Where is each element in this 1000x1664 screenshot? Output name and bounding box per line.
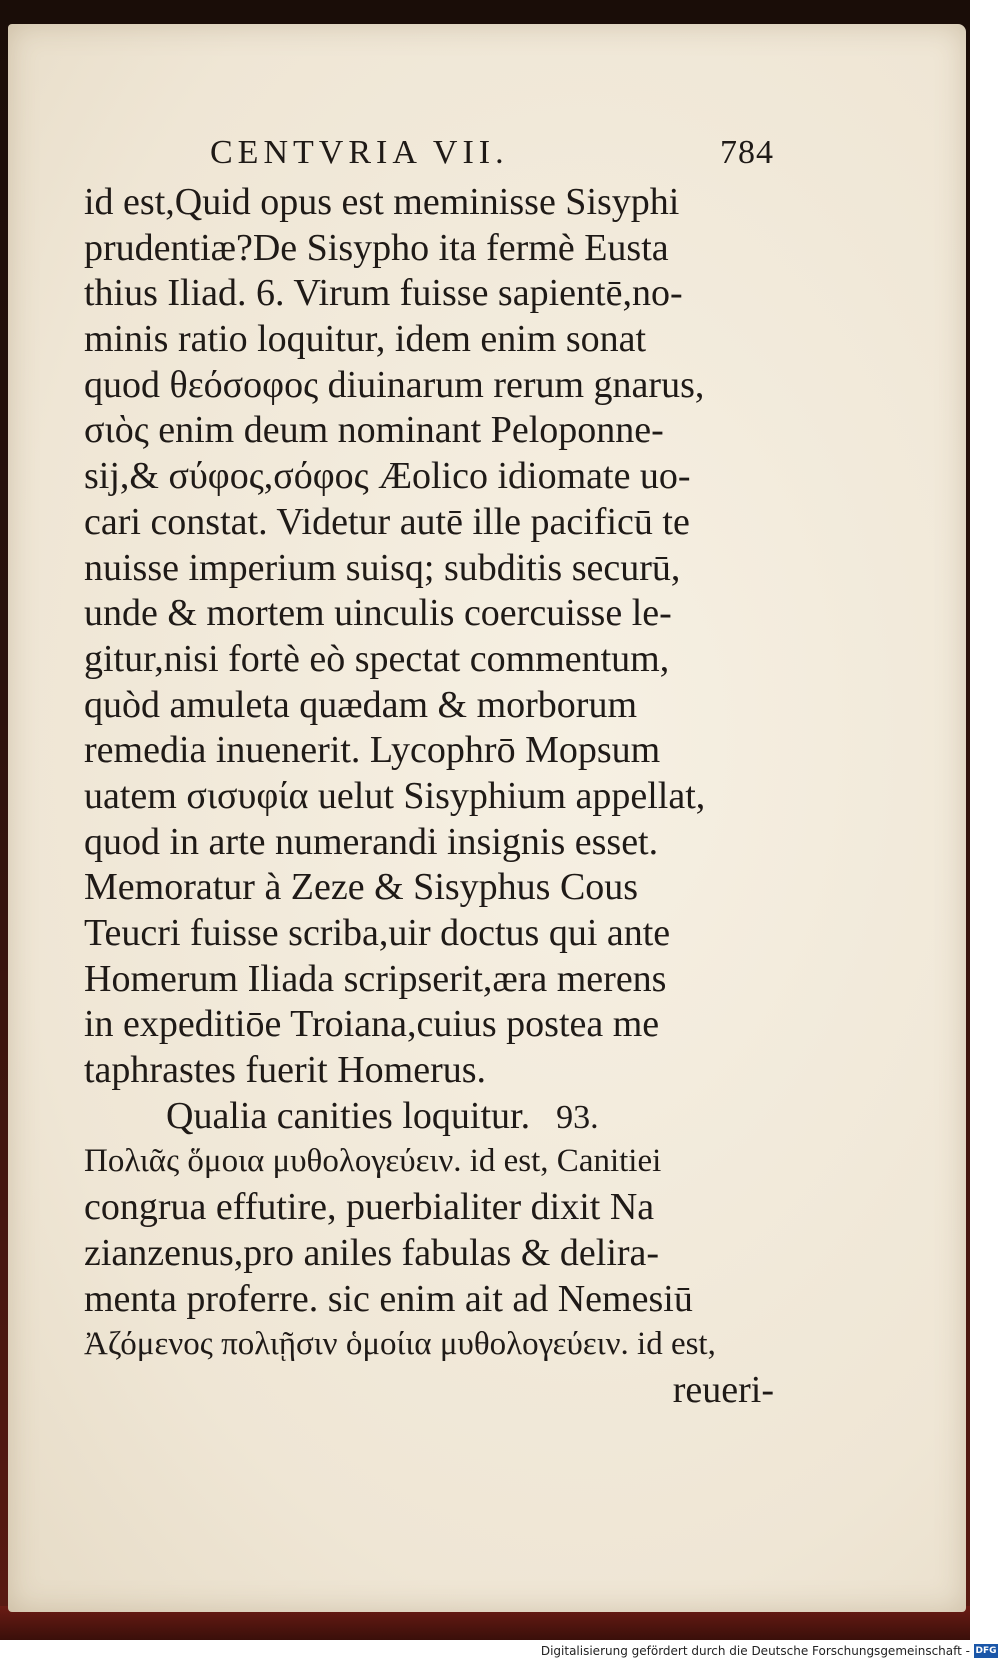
text-line: Πολιᾶς ὅμοια μυθολογεύειν. id est, Canitiei [84, 1143, 662, 1180]
text-line: gitur,nisi fortè eò spectat commentum, [84, 637, 670, 680]
text-line: menta proferre. sic enim ait ad Nemesiū [84, 1277, 693, 1320]
text-line: Teucri fuisse scriba,uir doctus qui ante [84, 912, 671, 954]
text-line: id est,Quid opus est meminisse Sisyphi [84, 181, 680, 223]
text-line: prudentiæ?De Sisypho ita fermè Eusta [84, 226, 669, 269]
folio-number: 784 [720, 134, 774, 171]
text-block [84, 134, 774, 1414]
section-number: 93. [556, 1098, 599, 1136]
text-line: zianzenus,pro aniles fabulas & delira- [84, 1231, 660, 1274]
section-heading: Qualia canities loquitur. [166, 1094, 531, 1137]
text-line: Homerum Iliada scripserit,æra merens [84, 957, 667, 1000]
text-line: uatem σισυφία uelut Sisyphium appellat, [84, 774, 706, 817]
text-line: quod in arte numerandi insignis esset. [84, 820, 659, 863]
text-line: remedia inuenerit. Lycophrō Mopsum [84, 729, 661, 772]
running-head [84, 134, 774, 180]
text-line: quòd amuleta quædam & morborum [84, 683, 638, 726]
text-line: σιὸς enim deum nominant Peloponne- [84, 409, 664, 452]
section-heading-line [84, 1094, 774, 1140]
text-line: Ἀζόμενος πολιῇσιν ὁμοίια μυθολογεύειν. id est, [84, 1326, 716, 1363]
text-line: sij,& σύφος,σόφος Æolico idiomate uo- [84, 455, 691, 498]
funding-credit: Digitalisierung gefördert durch die Deutsche Forschungsgemeinschaft - [540, 1644, 970, 1658]
text-line: unde & mortem uinculis coercuisse le- [84, 592, 672, 635]
text-line: quod θεόσοφος diuinarum rerum gnarus, [84, 363, 705, 406]
page-sheet [8, 24, 966, 1612]
text-line: nuisse imperium suisq; subditis securū, [84, 546, 681, 589]
text-line: in expeditiōe Troiana,cuius postea me [84, 1003, 660, 1046]
dfg-logo-icon: DFG [975, 1646, 997, 1656]
text-line: taphrastes fuerit Homerus. [84, 1049, 487, 1092]
footer-bar [0, 1640, 1000, 1664]
catchword: reueri- [672, 1368, 774, 1411]
running-head-title: CENTVRIA VII. [210, 134, 509, 171]
text-line: Memoratur à Zeze & Sisyphus Cous [84, 866, 639, 909]
text-line: minis ratio loquitur, idem enim sonat [84, 318, 647, 361]
text-line: thius Iliad. 6. Virum fuisse sapientē,no- [84, 272, 683, 315]
text-line: congrua effutire, puerbialiter dixit Na [84, 1186, 655, 1229]
text-line: cari constat. Videtur autē ille pacificū te [84, 500, 690, 543]
